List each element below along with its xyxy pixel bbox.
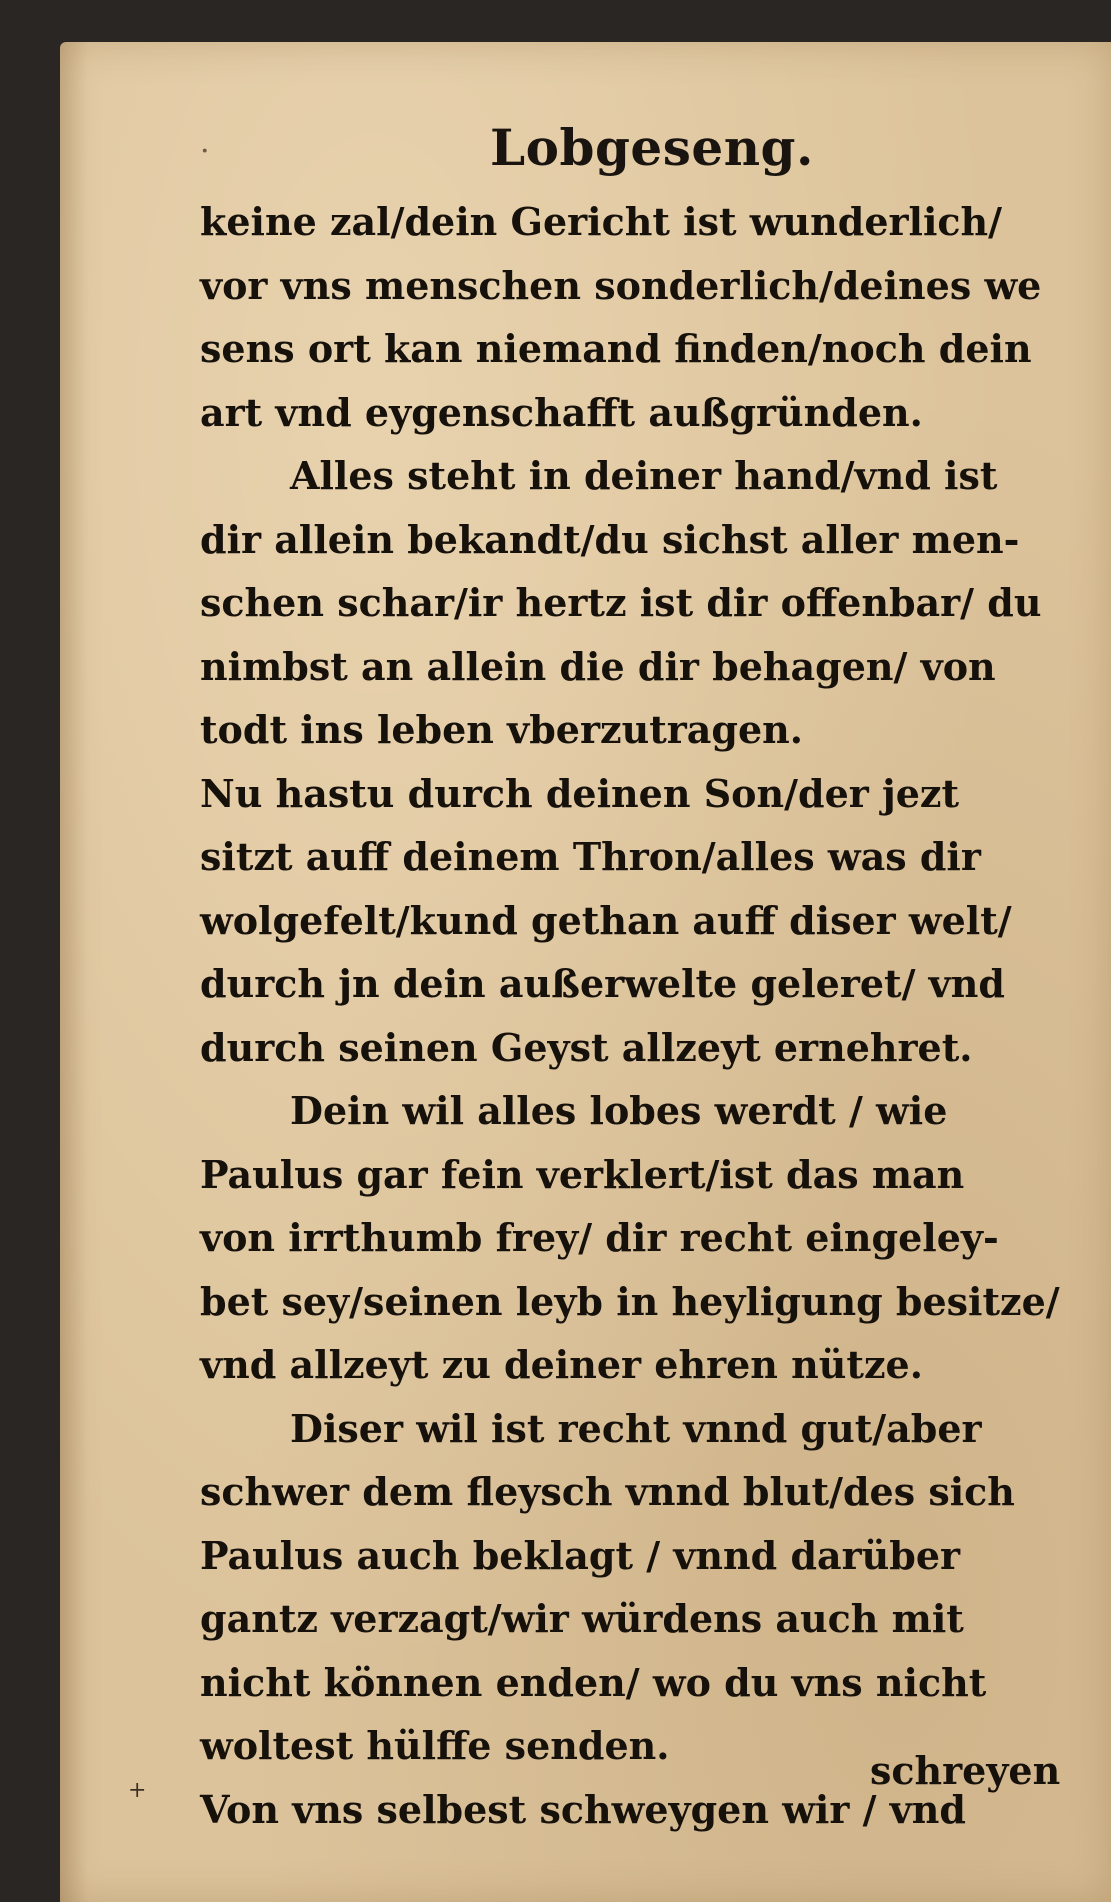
text-line: Nu hastu durch deinen Son/der jezt bbox=[200, 770, 960, 816]
text-line: todt ins leben vberzutragen. bbox=[200, 707, 804, 752]
text-line: gantz verzagt/wir würdens auch mit bbox=[200, 1596, 964, 1641]
text-line: wolgefelt/kund gethan auff diser welt/ bbox=[200, 897, 1012, 943]
catchword: schreyen bbox=[870, 1748, 1061, 1793]
text-line: woltest hülffe senden. bbox=[200, 1723, 670, 1768]
text-line: durch seinen Geyst allzeyt ernehret. bbox=[200, 1024, 973, 1070]
text-line: schwer dem fleysch vnnd blut/des sich bbox=[200, 1469, 1015, 1514]
running-title: Lobgeseng. bbox=[490, 118, 814, 177]
text-line: schen schar/ir hertz ist dir offenbar/ du bbox=[200, 580, 1042, 625]
page-header bbox=[60, 110, 1111, 180]
body-text bbox=[200, 190, 1060, 1841]
text-line: nicht können enden/ wo du vns nicht bbox=[200, 1659, 987, 1705]
text-line: Von vns selbest schweygen wir / vnd bbox=[200, 1786, 966, 1832]
text-line: bet sey/seinen leyb in heyligung besitze/ bbox=[200, 1278, 1060, 1324]
text-line: Alles steht in deiner hand/vnd ist bbox=[290, 453, 998, 498]
text-line: sens ort kan niemand finden/noch dein bbox=[200, 326, 1032, 371]
text-line: Dein wil alles lobes werdt / wie bbox=[290, 1088, 948, 1133]
text-line: Paulus gar fein verklert/ist das man bbox=[200, 1151, 965, 1197]
margin-mark: + bbox=[128, 1778, 147, 1803]
text-line: Paulus auch beklagt / vnnd darüber bbox=[200, 1532, 961, 1578]
text-line: vnd allzeyt zu deiner ehren nütze. bbox=[200, 1342, 923, 1387]
text-line: sitzt auff deinem Thron/alles was dir bbox=[200, 834, 981, 879]
page-number-mark: · bbox=[200, 134, 210, 169]
text-line: dir allein bekandt/du sichst aller men- bbox=[200, 516, 1020, 562]
text-line: keine zal/dein Gericht ist wunderlich/ bbox=[200, 199, 1003, 244]
text-line: vor vns menschen sonderlich/deines we bbox=[200, 262, 1042, 308]
text-line: nimbst an allein die dir behagen/ von bbox=[200, 643, 996, 689]
text-line: art vnd eygenschafft außgründen. bbox=[200, 389, 923, 435]
text-line: von irrthumb frey/ dir recht eingeley- bbox=[200, 1215, 999, 1260]
text-line: Diser wil ist recht vnnd gut/aber bbox=[290, 1405, 982, 1451]
text-line: durch jn dein außerwelte geleret/ vnd bbox=[200, 961, 1005, 1006]
